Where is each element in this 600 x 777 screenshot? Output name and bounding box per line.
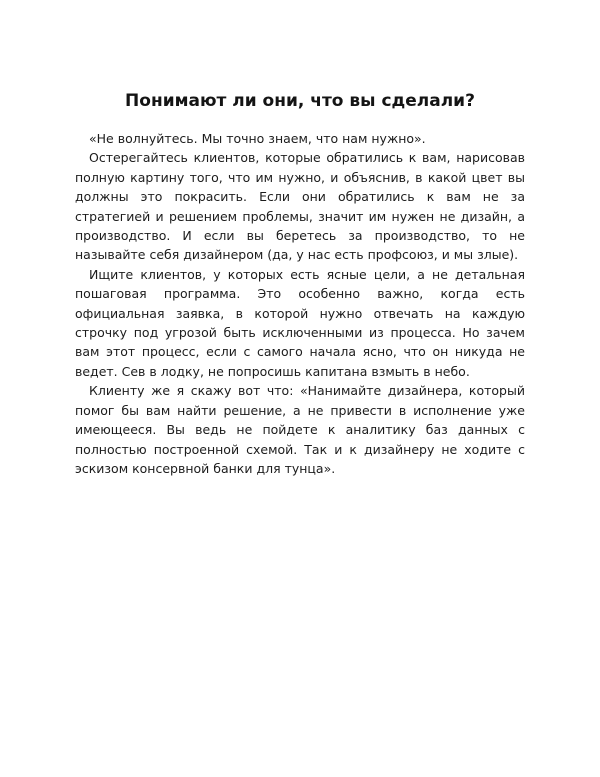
paragraph-beware-clients: Остерегайтесь клиентов, которые обратились к вам, нарисовав полную картину того, что им нужно, и объяснив, в какой цвет вы должны это покрасить. Если они обратились к вам не за стратегией и решением проблемы, значит им нужен не дизайн, а производство. И если вы беретесь за производство, то не называйте себя дизайнером (да, у нас есть профсоюз, и мы злые). — [75, 150, 525, 263]
page-title: Понимают ли они, что вы сделали? — [125, 91, 475, 111]
paragraph-quote: «Не волнуйтесь. Мы точно знаем, что нам нужно». — [89, 131, 426, 146]
paragraph-client-advice: Клиенту же я скажу вот что: «Нанимайте дизайнера, который помог бы вам найти решение, а не привести в исполнение уже имеющееся. Вы ведь не пойдете к аналитику баз данных с полностью построенной схемой. Так и к дизайнеру не ходите с эскизом консервной банки для тунца». — [75, 383, 525, 476]
body-text — [75, 129, 525, 478]
paragraph-seek-clients: Ищите клиентов, у которых есть ясные цели, а не детальная пошаговая программа. Это особенно важно, когда есть официальная заявка, в которой нужно отвечать на каждую строчку под угрозой быть исключенными из процесса. Но зачем вам этот процесс, если с самого начала ясно, что он никуда не ведет. Сев в лодку, не попросишь капитана взмыть в небо. — [75, 266, 525, 379]
